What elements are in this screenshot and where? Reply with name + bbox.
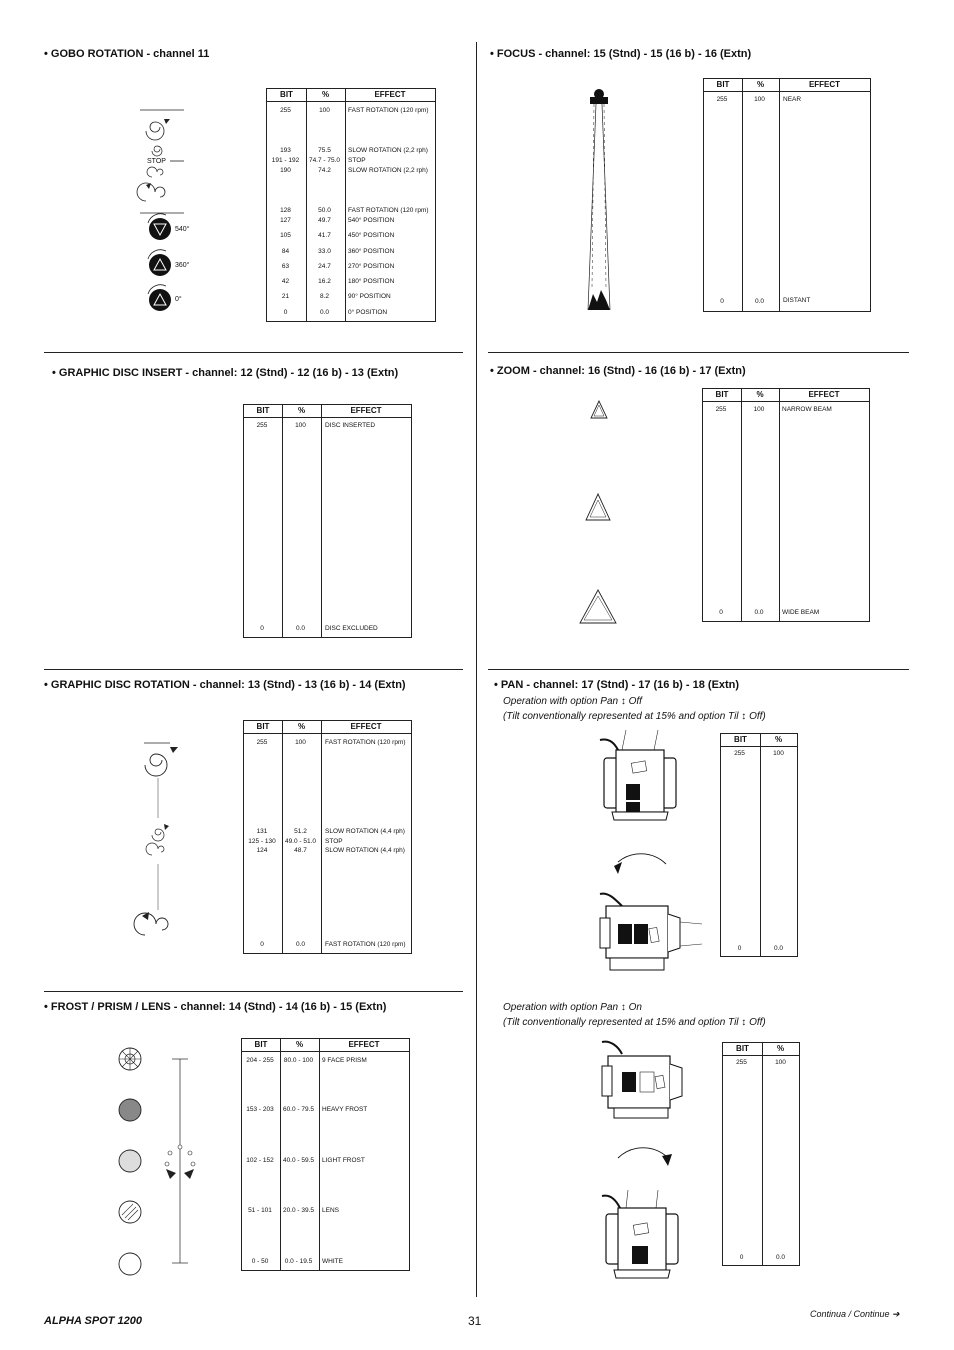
table-cell: 128 [280, 207, 291, 214]
table-cell: DISC INSERTED [325, 422, 376, 429]
table-cell: 0.0 [773, 945, 784, 952]
gobo-0-label: 0° [175, 296, 182, 303]
pct-header: % [297, 722, 306, 731]
table-cell: 0 [260, 625, 264, 632]
pan-off-table [720, 733, 798, 957]
table-cell: 100 [295, 422, 306, 429]
table-cell: 50.0 [318, 207, 331, 214]
zoom-table [702, 388, 870, 622]
zoom-section-title: • ZOOM - channel: 16 (Stnd) - 16 (16 b) - 17 (Extn) [490, 365, 746, 377]
section-divider [488, 352, 909, 353]
table-cell: NEAR [783, 96, 802, 103]
table-cell: 41.7 [318, 232, 331, 239]
bit-header: BIT [716, 80, 730, 89]
table-cell: 255 [280, 107, 291, 114]
bit-header: BIT [734, 735, 747, 744]
table-cell: 0 - 50 [251, 1258, 269, 1265]
gobo-stop-label: STOP [147, 158, 166, 165]
effect-header: EFFECT [348, 1040, 380, 1049]
pct-header: % [756, 390, 764, 399]
table-cell: 60.0 - 79.5 [282, 1106, 315, 1113]
table-cell: 255 [736, 1059, 747, 1066]
table-cell: STOP [348, 157, 366, 164]
table-cell: WIDE BEAM [782, 609, 820, 616]
table-cell: 190 [280, 167, 291, 174]
table-cell: 0 [739, 1254, 744, 1261]
gobo-rotation-diagram [140, 105, 200, 320]
table-cell: 8.2 [319, 293, 330, 300]
table-cell: SLOW ROTATION (4,4 rph) [325, 828, 405, 835]
focus-beam-diagram [586, 88, 614, 313]
table-cell: 0.0 [295, 625, 306, 632]
effect-header: EFFECT [350, 722, 382, 731]
table-cell: 20.0 - 39.5 [282, 1207, 315, 1214]
page-number: 31 [468, 1314, 482, 1328]
table-cell: 0.0 [319, 309, 330, 316]
pct-header: % [774, 735, 783, 744]
table-cell: 153 - 203 [246, 1106, 274, 1113]
table-cell: 100 [754, 96, 765, 103]
table-cell: 16.2 [318, 278, 331, 285]
table-cell: SLOW ROTATION (2,2 rph) [348, 147, 428, 154]
frost-section-title: • FROST / PRISM / LENS - channel: 14 (Stnd) - 14 (16 b) - 15 (Extn) [44, 1001, 387, 1013]
pan-on-table [722, 1042, 800, 1266]
frost-table [241, 1038, 410, 1271]
table-cell: FAST ROTATION (120 rpm) [348, 107, 429, 114]
table-cell: 540° POSITION [348, 217, 395, 224]
table-cell: 124 [256, 847, 268, 854]
table-cell: WHITE [322, 1258, 343, 1265]
table-cell: 100 [319, 107, 330, 114]
table-cell: 90° POSITION [348, 293, 391, 300]
bit-header: BIT [736, 1044, 749, 1053]
pan-on-line1: Operation with option Pan ↕ On [503, 1002, 642, 1013]
focus-table [703, 78, 871, 312]
table-cell: 24.7 [318, 263, 331, 270]
table-cell: 255 [716, 96, 728, 103]
table-cell: 51 - 101 [248, 1207, 272, 1214]
gobo-360-label: 360° [175, 262, 190, 269]
table-cell: 360° POSITION [348, 248, 395, 255]
pan-off-line1: Operation with option Pan ↕ Off [503, 696, 642, 707]
table-cell: 255 [734, 750, 745, 757]
pan-section-title: • PAN - channel: 17 (Stnd) - 17 (16 b) - 18 (Extn) [494, 679, 740, 691]
table-cell: 191 - 192 [271, 157, 300, 164]
pan-on-line2: (Tilt conventionally represented at 15% and option Til ↕ Off) [503, 1017, 766, 1028]
focus-section-title: • FOCUS - channel: 15 (Stnd) - 15 (16 b) - 16 (Extn) [490, 48, 752, 60]
section-divider [44, 991, 463, 992]
table-cell: 102 - 152 [246, 1157, 274, 1164]
disc-rotation-diagram [138, 738, 183, 948]
table-cell: 48.7 [294, 847, 307, 854]
table-cell: DISC EXCLUDED [325, 625, 378, 632]
pct-header: % [295, 1040, 304, 1049]
insert-table [243, 404, 412, 638]
table-cell: 100 [773, 750, 784, 757]
table-cell: 255 [715, 406, 727, 413]
moving-head-off-diagram [596, 728, 706, 976]
effect-header: EFFECT [808, 390, 840, 399]
table-cell: 75.5 [318, 147, 331, 154]
table-cell: NARROW BEAM [782, 406, 832, 413]
table-cell: STOP [325, 838, 343, 845]
table-cell: 33.0 [318, 248, 331, 255]
table-cell: 74.2 [318, 167, 331, 174]
table-cell: FAST ROTATION (120 rpm) [348, 207, 429, 214]
table-cell: 270° POSITION [348, 263, 395, 270]
footer-model: ALPHA SPOT 1200 [44, 1315, 143, 1327]
pct-header: % [776, 1044, 785, 1053]
section-divider [488, 669, 909, 670]
table-cell: 0° POSITION [348, 309, 388, 316]
effect-header: EFFECT [808, 80, 841, 89]
pct-header: % [321, 90, 330, 99]
bit-header: BIT [254, 1040, 268, 1049]
table-cell: 0 [260, 941, 264, 948]
rotation-section-title: • GRAPHIC DISC ROTATION - channel: 13 (Stnd) - 13 (16 b) - 14 (Extn) [44, 679, 406, 691]
pan-off-line2: (Tilt conventionally represented at 15% and option Til ↕ Off) [503, 711, 766, 722]
table-cell: 100 [775, 1059, 786, 1066]
frost-prism-diagram [116, 1045, 201, 1280]
section-divider [44, 352, 463, 353]
table-cell: DISTANT [783, 297, 811, 304]
gobo-table [266, 88, 436, 322]
table-cell: 0 [283, 309, 288, 316]
insert-section-title: • GRAPHIC DISC INSERT - channel: 12 (Stnd) - 12 (16 b) - 13 (Extn) [52, 367, 399, 379]
table-cell: 42 [281, 278, 290, 285]
table-cell: 49.0 - 51.0 [284, 838, 317, 845]
table-cell: SLOW ROTATION (2,2 rph) [348, 167, 428, 174]
table-cell: 100 [753, 406, 765, 413]
table-cell: 204 - 255 [246, 1057, 274, 1064]
table-cell: 0.0 [775, 1254, 786, 1261]
table-cell: 49.7 [318, 217, 331, 224]
effect-header: EFFECT [350, 406, 382, 415]
table-cell: 0.0 - 19.5 [284, 1258, 313, 1265]
table-cell: 100 [295, 739, 306, 746]
table-cell: 0.0 [295, 941, 306, 948]
bit-header: BIT [280, 90, 293, 99]
gobo-540-label: 540° [175, 226, 190, 233]
zoom-beam-diagram [578, 398, 620, 626]
table-cell: LENS [322, 1207, 339, 1214]
table-cell: SLOW ROTATION (4,4 rph) [325, 847, 405, 854]
table-cell: 80.0 - 100 [283, 1057, 314, 1064]
section-divider [44, 669, 463, 670]
table-cell: LIGHT FROST [322, 1157, 365, 1164]
table-cell: FAST ROTATION (120 rpm) [325, 941, 406, 948]
moving-head-on-diagram [600, 1038, 700, 1283]
table-cell: 0 [720, 298, 724, 305]
table-cell: 21 [281, 293, 290, 300]
table-cell: 0.0 [754, 298, 765, 305]
table-cell: 0.0 [754, 609, 764, 616]
table-cell: 105 [280, 232, 291, 239]
table-cell: 0 [737, 945, 742, 952]
table-cell: 9 FACE PRISM [322, 1057, 367, 1064]
table-cell: 131 [256, 828, 268, 835]
table-cell: 193 [280, 147, 291, 154]
table-cell: 74.7 - 75.0 [308, 157, 341, 164]
table-cell: 180° POSITION [348, 278, 395, 285]
table-cell: 255 [256, 739, 268, 746]
effect-header: EFFECT [374, 90, 406, 99]
table-cell: 84 [281, 248, 290, 255]
bit-header: BIT [256, 406, 270, 415]
table-cell: 125 - 130 [248, 838, 276, 845]
table-cell: 63 [281, 263, 290, 270]
table-cell: HEAVY FROST [322, 1106, 368, 1113]
bit-header: BIT [715, 390, 729, 399]
gobo-section-title: • GOBO ROTATION - channel 11 [44, 48, 210, 60]
table-cell: 450° POSITION [348, 232, 395, 239]
bit-header: BIT [256, 722, 270, 731]
table-cell: 127 [280, 217, 291, 224]
continue-link[interactable]: Continua / Continue ➔ [810, 1309, 900, 1319]
table-cell: 51.2 [294, 828, 307, 835]
table-cell: 0 [719, 609, 723, 616]
table-cell: 255 [256, 422, 268, 429]
column-divider [476, 42, 477, 1297]
pct-header: % [756, 80, 765, 89]
pct-header: % [297, 406, 306, 415]
table-cell: 40.0 - 59.5 [282, 1157, 315, 1164]
table-cell: FAST ROTATION (120 rpm) [325, 739, 406, 746]
